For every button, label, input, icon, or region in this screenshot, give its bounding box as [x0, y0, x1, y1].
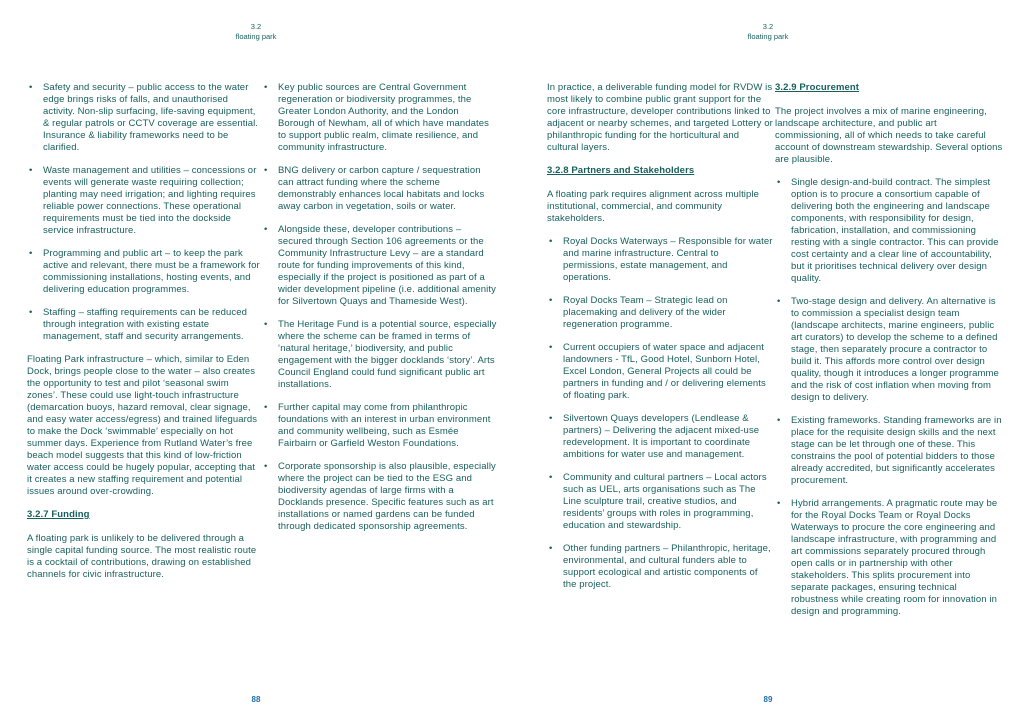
bullet-item: • Further capital may come from philanthropic foundations with an interest in urban environment and community wellbeing, such as Esmée Fairbairn or Garfield Weston Foundations.	[262, 402, 498, 450]
swim-zones-paragraph: Floating Park infrastructure – which, similar to Eden Dock, brings people close to the water – also creates the opportunity to test and pilot ‘seasonal swim zones’. These could use light-touch infrastructure (demarcation buoys, hazard removal, clear signage, and easy water access/egress) and trained lifeguards to make the Dock ‘swimmable’ especially on hot summer days. Experience from Rutland Water’s free beach model suggests that this kind of low-friction water access could be hugely popular, accepting that it creates a new staffing requirement and potential issues around over-crowding.	[27, 354, 258, 497]
bullet-item: • Royal Docks Waterways – Responsible for water and marine infrastructure. Central to permissions, estate management, and operations.	[547, 236, 773, 284]
partners-stakeholders-heading: 3.2.8 Partners and Stakeholders	[547, 165, 695, 176]
right-section-title: floating park	[747, 32, 789, 41]
bullet-item: • Safety and security – public access to the water edge brings risks of falls, and unauthorised activity. Non-slip surfacing, life-saving equipment, & regular patrols or CCTV coverage are essential. Insurance & liability frameworks need to be clarified.	[27, 82, 260, 154]
left-page-header	[0, 22, 512, 42]
operations-bullet-list	[27, 82, 260, 343]
procurement-intro-paragraph: The project involves a mix of marine engineering, landscape architecture, and public art commissioning, all of which needs to take careful account of downstream stewardship. Several options are plausible.	[775, 106, 1003, 165]
right-section-number: 3.2	[762, 22, 774, 31]
bullet-item: • Two-stage design and delivery. An alternative is to commission a specialist design team (landscape architects, marine engineers, public art curators) to develop the scheme to a defined stage, then separately procure a contractor to build it. This affords more control over design quality, though it introduces a longer programme and the risk of cost inflation when moving from design to delivery.	[775, 296, 1004, 404]
left-page-column-2	[262, 82, 498, 544]
left-page-number: 88	[251, 695, 261, 704]
bullet-item: • Current occupiers of water space and adjacent landowners - TfL, Good Hotel, Sunborn Hotel, Excel London, General Projects all could be partners in funding and / or delivering elements of floating park.	[547, 342, 773, 402]
bullet-item: • Alongside these, developer contributions – secured through Section 106 agreements or the Community Infrastructure Levy – are a standard route for funding improvements of this kind, especially if the project is positioned as part of a wider development pipeline (i.e. additional amenity for Silvertown Quays and Thameside West).	[262, 224, 498, 308]
bullet-item: • Programming and public art – to keep the park active and relevant, there must be a framework for commissioning installations, hosting events, and delivering education programmes.	[27, 248, 260, 296]
bullet-item: • Key public sources are Central Government regeneration or biodiversity programmes, the Greater London Authority, and the London Borough of Newham, all of which have mandates to support public realm, climate resilience, and community infrastructure.	[262, 82, 498, 154]
left-page-column-1	[27, 82, 260, 592]
partners-bullet-list	[547, 236, 773, 591]
bullet-item: • Community and cultural partners – Local actors such as UEL, arts organisations such as The Line sculpture trail, creative studios, and residents’ groups with roles in programming, education and stewardship.	[547, 472, 773, 532]
bullet-item: • Royal Docks Team – Strategic lead on placemaking and delivery of the wider regeneration programme.	[547, 295, 773, 331]
bullet-item: • The Heritage Fund is a potential source, especially where the scheme can be framed in terms of ‘natural heritage,’ biodiversity, and public engagement with the bigger docklands ‘story’. Arts Council England could fund significant public art installations.	[262, 319, 498, 391]
right-page-column-1	[547, 82, 773, 602]
bullet-item: • Other funding partners – Philanthropic, heritage, environmental, and cultural funders able to support ecological and artistic components of the project.	[547, 543, 773, 591]
bullet-item: • BNG delivery or carbon capture / sequestration can attract funding where the scheme demonstrably enhances local habitats and locks away carbon in vegetation, soils or water.	[262, 165, 498, 213]
left-section-title: floating park	[235, 32, 277, 41]
right-page-column-2	[775, 82, 1004, 629]
funding-model-paragraph: In practice, a deliverable funding model for RVDW is most likely to combine public grant support for the core infrastructure, developer contributions linked to adjacent or nearby schemes, and targeted Lottery or philanthropic funding for the horticultural and cultural layers.	[547, 82, 773, 153]
bullet-item: • Single design-and-build contract. The simplest option is to procure a consortium capable of delivering both the engineering and landscape components, with responsibility for design, fabrication, installation, and commissioning resting with a single contractor. This can provide cost certainty and a clear line of accountability, but it prioritises technical delivery over design quality.	[775, 177, 1004, 285]
bullet-item: • Hybrid arrangements. A pragmatic route may be for the Royal Docks Team or Royal Docks Waterways to procure the core engineering and landscape infrastructure, with programming and art commissions separately procured through open calls or in partnership with other stakeholders. This splits procurement into separate packages, ensuring technical robustness while creating room for innovation in design and programming.	[775, 498, 1004, 618]
procurement-options-bullet-list	[775, 177, 1004, 618]
bullet-item: • Waste management and utilities – concessions or events will generate waste requiring collection; planting may need irrigation; and lighting requires reliable power connections. These operational requirements must be tied into the dockside service infrastructure.	[27, 165, 260, 237]
right-page-header	[512, 22, 1024, 42]
funding-sources-bullet-list	[262, 82, 498, 533]
bullet-item: • Existing frameworks. Standing frameworks are in place for the requisite design skills and the next stage can be let through one of these. This constrains the pool of potential bidders to those already accredited, but significantly accelerates procurement.	[775, 415, 1004, 487]
bullet-item: • Silvertown Quays developers (Lendlease & partners) – Delivering the adjacent mixed-use redevelopment. It is important to coordinate ambitions for water use and management.	[547, 413, 773, 461]
procurement-heading: 3.2.9 Procurement	[775, 82, 860, 93]
partners-intro-paragraph: A floating park requires alignment across multiple institutional, commercial, and community stakeholders.	[547, 189, 759, 224]
bullet-item: • Corporate sponsorship is also plausible, especially where the project can be tied to the ESG and biodiversity agendas of large firms with a Docklands presence. Specific features such as art installations or named gardens can be funded through dedicated sponsorship agreements.	[262, 461, 498, 533]
funding-heading: 3.2.7 Funding	[27, 509, 90, 520]
right-page-number: 89	[763, 695, 773, 704]
bullet-item: • Staffing – staffing requirements can be reduced through integration with existing estate management, staff and security arrangements.	[27, 307, 260, 343]
left-section-number: 3.2	[250, 22, 262, 31]
funding-intro-paragraph: A floating park is unlikely to be delivered through a single capital funding source. The most realistic route is a cocktail of contributions, drawing on established channels for civic infrastructure.	[27, 533, 257, 580]
